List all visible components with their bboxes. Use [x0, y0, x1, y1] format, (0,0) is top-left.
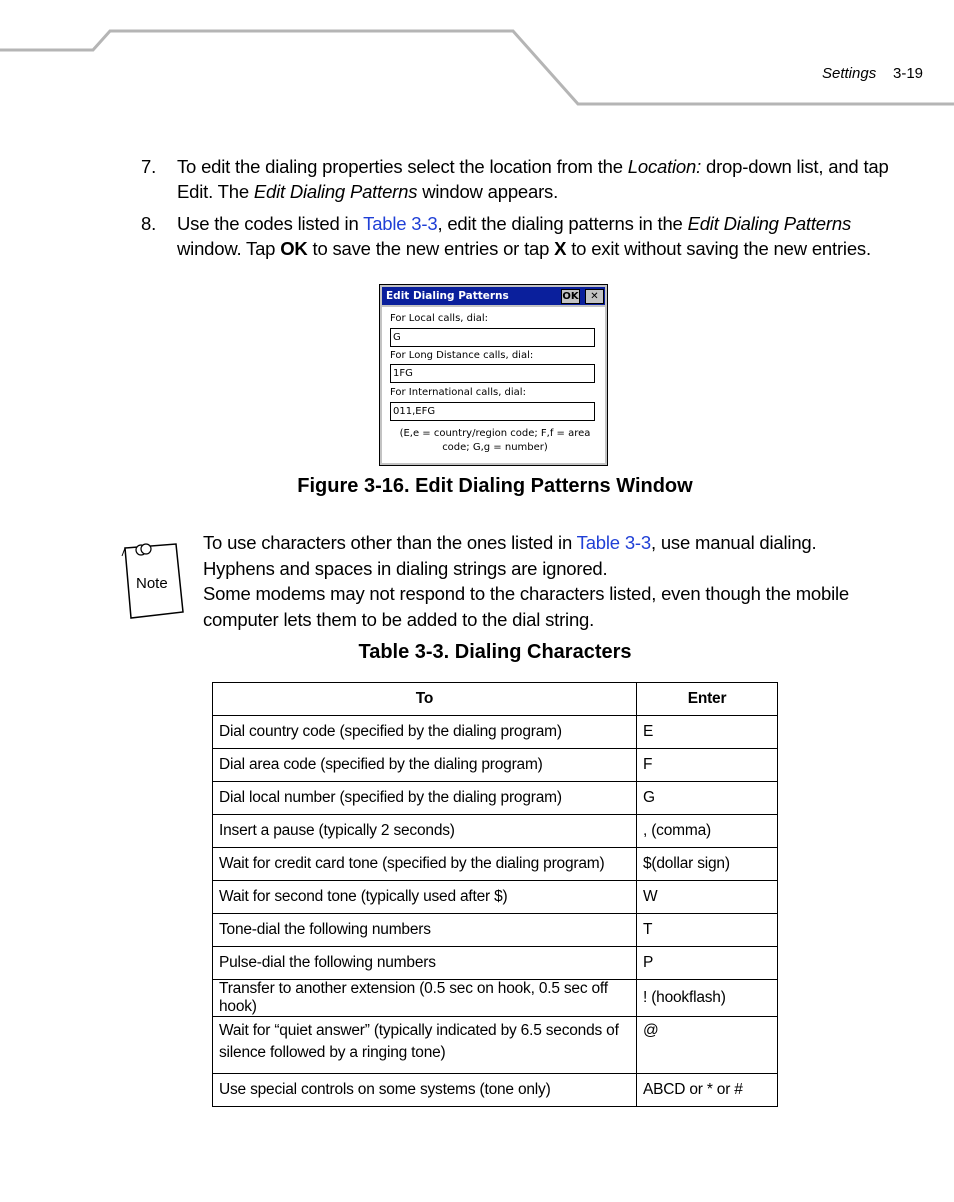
- action-cell: Wait for credit card tone (specified by the dialing program): [213, 848, 637, 881]
- international-label: For International calls, dial:: [390, 387, 526, 398]
- action-cell: Wait for “quiet answer” (typically indicated by 6.5 seconds of silence followed by a ringing tone): [213, 1017, 637, 1074]
- close-icon[interactable]: ✕: [585, 289, 604, 304]
- local-calls-input[interactable]: G: [390, 328, 595, 347]
- character-cell: P: [637, 947, 778, 980]
- ok-button[interactable]: OK: [562, 291, 579, 302]
- long-distance-input[interactable]: 1FG: [390, 364, 595, 383]
- action-cell: Pulse-dial the following numbers: [213, 947, 637, 980]
- character-cell: ! (hookflash): [637, 980, 778, 1017]
- character-cell: F: [637, 749, 778, 782]
- table-row: [213, 815, 778, 848]
- dialog-code-note: (E,e = country/region code; F,f = area code; G,g = number): [399, 428, 591, 453]
- note-text: To use characters other than the ones listed in Table 3-3, use manual dialing. Hyphens and spaces in dialing strings are ignored. Some modems may not respond to the characters listed, even though the mobile computer lets them to be added to the dial string.: [203, 532, 850, 630]
- table-link[interactable]: Table 3-3: [363, 213, 438, 234]
- running-header-section: Settings: [822, 65, 877, 82]
- character-cell: ABCD or * or #: [637, 1074, 778, 1107]
- note-icon: [121, 540, 187, 622]
- table-row: [213, 848, 778, 881]
- action-cell: Dial local number (specified by the dialing program): [213, 782, 637, 815]
- note-icon-label: Note: [136, 575, 168, 592]
- dialog-title-bar: [382, 287, 605, 305]
- table-row: [213, 749, 778, 782]
- column-header: To: [213, 683, 637, 716]
- action-cell: Use special controls on some systems (tone only): [213, 1074, 637, 1107]
- long-distance-label: For Long Distance calls, dial:: [390, 350, 534, 361]
- edit-dialing-patterns-dialog: [379, 284, 608, 466]
- page-number: 3-19: [893, 65, 924, 82]
- local-calls-label: For Local calls, dial:: [390, 313, 489, 324]
- table-row: [213, 980, 778, 1017]
- figure-caption: Figure 3-16. Edit Dialing Patterns Window: [297, 475, 693, 497]
- table-row: [213, 1017, 778, 1074]
- action-cell: Tone-dial the following numbers: [213, 914, 637, 947]
- character-cell: @: [637, 1017, 778, 1074]
- character-cell: , (comma): [637, 815, 778, 848]
- character-cell: T: [637, 914, 778, 947]
- table-row: [213, 947, 778, 980]
- table-row: [213, 914, 778, 947]
- character-cell: E: [637, 716, 778, 749]
- action-cell: Transfer to another extension (0.5 sec on hook, 0.5 sec off hook): [213, 980, 637, 1017]
- table-link[interactable]: Table 3-3: [576, 532, 651, 553]
- step-number: 7.: [141, 156, 157, 177]
- character-cell: W: [637, 881, 778, 914]
- table-row: [213, 1074, 778, 1107]
- table-row: [213, 881, 778, 914]
- table-row: [213, 716, 778, 749]
- table-title: Table 3-3. Dialing Characters: [358, 641, 632, 663]
- action-cell: Wait for second tone (typically used after $): [213, 881, 637, 914]
- table-row: [213, 782, 778, 815]
- table-header-row: [213, 683, 778, 716]
- international-input[interactable]: 011,EFG: [390, 402, 595, 421]
- header-rule: [0, 0, 954, 110]
- character-cell: G: [637, 782, 778, 815]
- dialog-title: Edit Dialing Patterns: [386, 290, 509, 302]
- column-header: Enter: [637, 683, 778, 716]
- character-cell: $(dollar sign): [637, 848, 778, 881]
- action-cell: Insert a pause (typically 2 seconds): [213, 815, 637, 848]
- step-number: 8.: [141, 213, 157, 234]
- action-cell: Dial country code (specified by the dialing program): [213, 716, 637, 749]
- action-cell: Dial area code (specified by the dialing program): [213, 749, 637, 782]
- dialing-characters-table: [212, 682, 778, 1107]
